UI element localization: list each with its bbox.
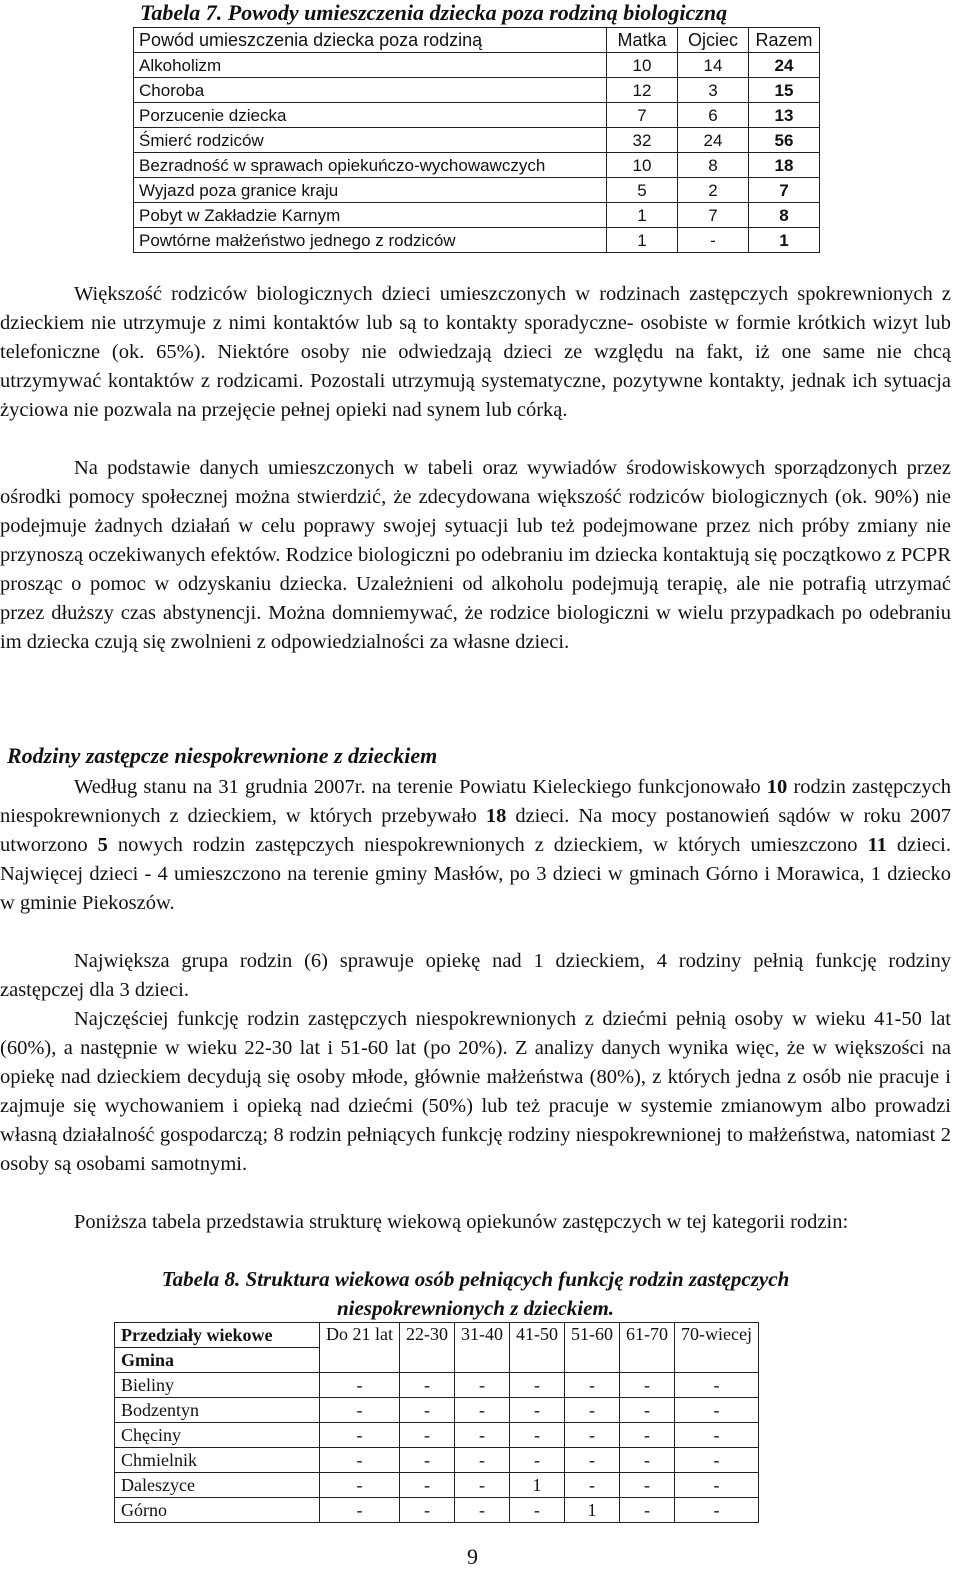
table7-header: Matka bbox=[607, 28, 678, 53]
table-cell: - bbox=[620, 1473, 675, 1498]
table-cell: 2 bbox=[678, 178, 749, 203]
table8-header-top: Przedziały wiekowe bbox=[115, 1323, 320, 1348]
paragraph-text: Większość rodziców biologicznych dzieci umieszczonych w rodzinach zastępczych spokrewnionych z dzieckiem nie utrzymuje z nimi kontaktów lub są to kontakty sporadyczne- osobiste w formie krótkich wizyt lub telefoniczne (ok. 65%). Niektóre osoby nie odwiedzają dzieci ze względu na fakt, iż one same nie chcą utrzymywać kontaktów z rodzicami. Pozostali utrzymują systematyczne, pozytywne kontakty, jednak ich sytuacja życiowa nie pozwala na przejęcie pełnej opieki nad synem lub córką. bbox=[0, 283, 951, 421]
paragraph-text: dzieci. Najwięcej dzieci - 4 umieszczono na terenie gminy Masłów, po 3 dzieci w gminach Górno i Morawica, 1 dziecko w gminie Piekoszów. bbox=[0, 834, 951, 914]
table-cell: - bbox=[675, 1423, 759, 1448]
table-cell: 1 bbox=[749, 228, 820, 253]
number-highlight: 5 bbox=[97, 834, 108, 856]
table-cell: Bezradność w sprawach opiekuńczo-wychowawczych bbox=[134, 153, 607, 178]
table-cell: 1 bbox=[607, 228, 678, 253]
table-cell: - bbox=[565, 1398, 620, 1423]
paragraph-text: Poniższa tabela przedstawia strukturę wiekową opiekunów zastępczych w tej kategorii rodzin: bbox=[74, 1211, 849, 1233]
table-cell: 1 bbox=[607, 203, 678, 228]
table-cell: Chęciny bbox=[115, 1423, 320, 1448]
table-cell: Choroba bbox=[134, 78, 607, 103]
number-highlight: 11 bbox=[867, 834, 887, 856]
table-row bbox=[134, 153, 820, 178]
paragraph-text: Największa grupa rodzin (6) sprawuje opiekę nad 1 dzieckiem, 4 rodziny pełnią funkcję rodziny zastępczej dla 3 dzieci. bbox=[0, 950, 951, 1001]
table-cell: - bbox=[400, 1373, 455, 1398]
table-cell: - bbox=[510, 1373, 565, 1398]
table-cell: - bbox=[565, 1473, 620, 1498]
table-cell: - bbox=[320, 1398, 400, 1423]
table-row bbox=[134, 53, 820, 78]
table-cell: 24 bbox=[749, 53, 820, 78]
table-row bbox=[115, 1398, 759, 1423]
table8-header-bottom: Gmina bbox=[115, 1348, 320, 1373]
table-cell: - bbox=[565, 1373, 620, 1398]
table-cell: - bbox=[620, 1398, 675, 1423]
section-heading: Rodziny zastępcze niespokrewnione z dzieckiem bbox=[7, 743, 438, 768]
table8-header-row bbox=[115, 1323, 759, 1348]
table-cell: 12 bbox=[607, 78, 678, 103]
paragraph-text: nowych rodzin zastępczych niespokrewnionych z dzieckiem, w których umieszczono bbox=[107, 834, 868, 856]
paragraph-text: Najczęściej funkcję rodzin zastępczych niespokrewnionych z dziećmi pełnią osoby w wieku 41-50 lat (60%), a następnie w wieku 22-30 lat i 51-60 lat (po 20%). Z analizy danych wynika więc, że w większości na opiekę nad dzieckiem decydują się osoby młode, głównie małżeństwa (80%), z których jedna z osób nie pracuje i zajmuje się wychowaniem i opieką nad dziećmi (50%) lub też pracuje w systemie zmianowym albo prowadzi własną działalność gospodarczą; 8 rodzin pełniących funkcję rodziny niespokrewnionej to małżeństwa, natomiast 2 osoby są osobami samotnymi. bbox=[0, 1008, 951, 1175]
table-cell: - bbox=[565, 1448, 620, 1473]
number-highlight: 10 bbox=[766, 776, 788, 798]
table-cell: 1 bbox=[510, 1473, 565, 1498]
paragraph-text: rodzin zastępczych niespokrewnionych z dzieckiem, w których przebywało bbox=[0, 776, 951, 827]
table-cell: 14 bbox=[678, 53, 749, 78]
table-cell: - bbox=[455, 1373, 510, 1398]
table-cell: Bodzentyn bbox=[115, 1398, 320, 1423]
table-cell: - bbox=[620, 1423, 675, 1448]
table-cell: - bbox=[400, 1448, 455, 1473]
paragraph bbox=[0, 947, 951, 1005]
table-row bbox=[115, 1448, 759, 1473]
table-row bbox=[134, 128, 820, 153]
table-cell: - bbox=[620, 1373, 675, 1398]
paragraph-text: Na podstawie danych umieszczonych w tabeli oraz wywiadów środowiskowych sporządzonych przez ośrodki pomocy społecznej można stwierdzić, że zdecydowana większość rodziców biologicznych (ok. 90%) nie podejmuje żadnych działań w celu poprawy swojej sytuacji lub też podejmowane przez nich próby zmiany nie przynoszą oczekiwanych efektów. Rodzice biologiczni po odebraniu im dziecka kontaktują się początkowo z PCPR prosząc o pomoc w odzyskaniu dziecka. Uzależnieni od alkoholu podejmują terapię, ale nie potrafią utrzymać przez dłuższy czas abstynencji. Można domniemywać, że rodzice biologiczni w wielu przypadkach po odebraniu im dziecka czują się zwolnieni z odpowiedzialności za własne dzieci. bbox=[0, 457, 951, 653]
table-row bbox=[115, 1473, 759, 1498]
table-cell: 6 bbox=[678, 103, 749, 128]
table8-age-header: 61-70 bbox=[620, 1323, 675, 1373]
table-cell: - bbox=[320, 1373, 400, 1398]
table-cell: 3 bbox=[678, 78, 749, 103]
table-cell: Śmierć rodziców bbox=[134, 128, 607, 153]
table-cell: - bbox=[675, 1398, 759, 1423]
table-cell: Bieliny bbox=[115, 1373, 320, 1398]
paragraph bbox=[0, 773, 951, 918]
table-cell: Chmielnik bbox=[115, 1448, 320, 1473]
table-cell: 7 bbox=[607, 103, 678, 128]
table-cell: Alkoholizm bbox=[134, 53, 607, 78]
table-cell: 32 bbox=[607, 128, 678, 153]
table-cell: 8 bbox=[678, 153, 749, 178]
table-row bbox=[134, 103, 820, 128]
table-cell: Powtórne małżeństwo jednego z rodziców bbox=[134, 228, 607, 253]
paragraph bbox=[0, 280, 951, 425]
table-cell: - bbox=[620, 1448, 675, 1473]
table8-caption-line: Tabela 8. Struktura wiekowa osób pełniących funkcję rodzin zastępczych bbox=[161, 1267, 790, 1291]
table-cell: - bbox=[620, 1498, 675, 1523]
table-row bbox=[115, 1373, 759, 1398]
table-cell: - bbox=[510, 1423, 565, 1448]
table-cell: - bbox=[565, 1423, 620, 1448]
table-cell: - bbox=[675, 1448, 759, 1473]
table-cell: Górno bbox=[115, 1498, 320, 1523]
table-cell: 5 bbox=[607, 178, 678, 203]
table-cell: 7 bbox=[749, 178, 820, 203]
table-row bbox=[134, 178, 820, 203]
table-row bbox=[115, 1423, 759, 1448]
table-row bbox=[134, 78, 820, 103]
table-cell: - bbox=[320, 1423, 400, 1448]
paragraph bbox=[0, 1208, 951, 1237]
table-cell: Daleszyce bbox=[115, 1473, 320, 1498]
page-number: 9 bbox=[467, 1544, 478, 1569]
paragraph bbox=[0, 454, 951, 657]
table-cell: 56 bbox=[749, 128, 820, 153]
table-cell: 10 bbox=[607, 53, 678, 78]
table-cell: 10 bbox=[607, 153, 678, 178]
paragraph bbox=[0, 1005, 951, 1179]
table-row bbox=[134, 203, 820, 228]
table-cell: - bbox=[510, 1448, 565, 1473]
table-cell: - bbox=[400, 1498, 455, 1523]
table-cell: - bbox=[675, 1498, 759, 1523]
table-cell: - bbox=[400, 1398, 455, 1423]
table-cell: - bbox=[320, 1448, 400, 1473]
table7 bbox=[133, 27, 820, 253]
table-cell: - bbox=[675, 1473, 759, 1498]
table8-caption-line: niespokrewnionych z dzieckiem. bbox=[336, 1296, 615, 1320]
table7-header-row bbox=[134, 28, 820, 53]
table-cell: - bbox=[455, 1423, 510, 1448]
table-cell: 24 bbox=[678, 128, 749, 153]
table7-caption: Tabela 7. Powody umieszczenia dziecka poza rodziną biologiczną bbox=[140, 0, 728, 25]
table8-age-header: Do 21 lat bbox=[320, 1323, 400, 1373]
table-cell: - bbox=[320, 1473, 400, 1498]
table-cell: - bbox=[510, 1398, 565, 1423]
table-row bbox=[134, 228, 820, 253]
table-cell: - bbox=[400, 1473, 455, 1498]
table8-age-header: 51-60 bbox=[565, 1323, 620, 1373]
paragraph-text: dzieci. Na mocy postanowień sądów w roku 2007 utworzono bbox=[0, 805, 951, 856]
table8-age-header: 70-wiecej bbox=[675, 1323, 759, 1373]
table-row bbox=[115, 1498, 759, 1523]
table7-header: Ojciec bbox=[678, 28, 749, 53]
number-highlight: 18 bbox=[485, 805, 507, 827]
table-cell: - bbox=[510, 1498, 565, 1523]
table-cell: - bbox=[455, 1448, 510, 1473]
table-cell: 15 bbox=[749, 78, 820, 103]
table-cell: 8 bbox=[749, 203, 820, 228]
table-cell: 7 bbox=[678, 203, 749, 228]
table7-header: Powód umieszczenia dziecka poza rodziną bbox=[134, 28, 607, 53]
table7-header: Razem bbox=[749, 28, 820, 53]
table-cell: - bbox=[400, 1423, 455, 1448]
table8-age-header: 31-40 bbox=[455, 1323, 510, 1373]
table-cell: - bbox=[675, 1373, 759, 1398]
table8 bbox=[114, 1322, 759, 1523]
table-cell: Wyjazd poza granice kraju bbox=[134, 178, 607, 203]
table-cell: Porzucenie dziecka bbox=[134, 103, 607, 128]
table-cell: Pobyt w Zakładzie Karnym bbox=[134, 203, 607, 228]
table-cell: - bbox=[455, 1398, 510, 1423]
paragraph-text: Według stanu na 31 grudnia 2007r. na terenie Powiatu Kieleckiego funkcjonowało bbox=[74, 776, 767, 798]
table8-caption bbox=[0, 1265, 951, 1323]
table-cell: 13 bbox=[749, 103, 820, 128]
table-cell: - bbox=[320, 1498, 400, 1523]
table-cell: 18 bbox=[749, 153, 820, 178]
table-cell: - bbox=[455, 1498, 510, 1523]
table8-age-header: 41-50 bbox=[510, 1323, 565, 1373]
table-cell: - bbox=[678, 228, 749, 253]
table-cell: 1 bbox=[565, 1498, 620, 1523]
table8-age-header: 22-30 bbox=[400, 1323, 455, 1373]
table-cell: - bbox=[455, 1473, 510, 1498]
